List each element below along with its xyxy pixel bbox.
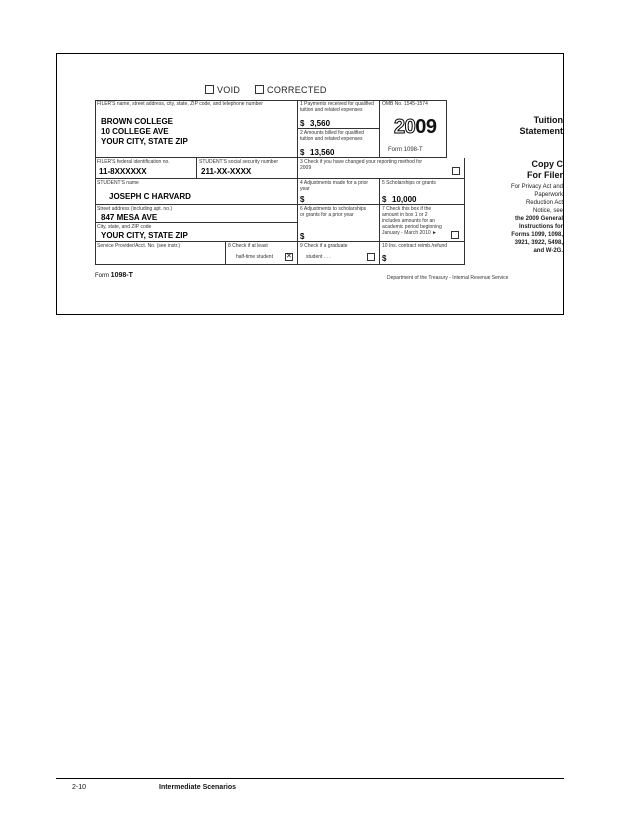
year-solid: 09 <box>415 116 437 138</box>
copy-line1: Copy C <box>531 159 563 169</box>
filer-address: 10 COLLEGE AVE <box>101 127 169 136</box>
privacy-line: Forms 1099, 1098, <box>511 232 563 238</box>
service-provider-block <box>95 242 226 265</box>
void-checkbox[interactable] <box>205 85 214 94</box>
title-line1: Tuition <box>533 115 563 125</box>
filer-tin-block <box>95 158 197 179</box>
student-name[interactable]: JOSEPH C HARVARD <box>109 192 191 201</box>
privacy-line: the 2009 General <box>514 216 563 222</box>
filer-caption: FILER'S name, street address, city, state, ZIP code, and telephone number <box>97 101 263 107</box>
student-ssn-caption: STUDENT'S social security number <box>199 159 279 165</box>
student-ssn[interactable]: 211-XX-XXXX <box>201 167 252 176</box>
copy-label <box>495 159 563 181</box>
box8-checkbox[interactable] <box>285 253 293 261</box>
box8 <box>226 242 298 265</box>
box1-dollar: $ <box>300 119 305 128</box>
year-outline: 20 <box>394 116 416 138</box>
box6-dollar: $ <box>300 232 305 241</box>
street[interactable]: 847 MESA AVE <box>101 213 158 222</box>
bottom-form-label <box>95 272 133 279</box>
box9 <box>298 242 380 265</box>
box8-caption-1: 8 Check if at least <box>228 243 268 249</box>
box1 <box>298 100 380 129</box>
copy-line2: For Filer <box>526 170 563 180</box>
privacy-note <box>467 183 563 255</box>
omb-block <box>380 100 447 158</box>
box10 <box>380 242 464 265</box>
city[interactable]: YOUR CITY, STATE ZIP <box>101 231 188 240</box>
box7-caption: 7 Check this box if the amount in box 1 or 2 includes amounts for an academic period beginning January - March 2010 ► <box>382 206 442 236</box>
box3 <box>298 158 464 179</box>
page-number: 2-10 <box>72 784 87 791</box>
form-number: Form 1098-T <box>388 147 423 153</box>
box1-value[interactable]: 3,560 <box>310 119 331 128</box>
box6 <box>298 205 380 242</box>
box10-dollar: $ <box>382 254 387 263</box>
corrected-label: CORRECTED <box>267 85 327 95</box>
page-footer <box>56 778 564 794</box>
filer-tin-caption: FILER'S federal identification no. <box>97 159 170 165</box>
street-block <box>95 205 298 223</box>
filer-tin[interactable]: 11-8XXXXXX <box>99 167 147 176</box>
box10-caption: 10 Ins. contract reimb./refund <box>382 243 448 249</box>
street-caption: Street address (including apt. no.) <box>97 206 173 212</box>
title-line2: Statement <box>519 126 563 136</box>
bottom-form-prefix: Form <box>95 273 109 279</box>
student-name-caption: STUDENT'S name <box>97 180 139 186</box>
student-ssn-block <box>197 158 298 179</box>
privacy-line: For Privacy Act and <box>510 184 563 190</box>
box4-caption: 4 Adjustments made for a prior year <box>300 180 369 192</box>
tax-year <box>394 116 437 139</box>
filer-city: YOUR CITY, STATE ZIP <box>101 137 188 146</box>
privacy-line: Paperwork <box>534 192 563 198</box>
form-1098t <box>95 100 564 265</box>
privacy-line: Reduction Act <box>525 200 563 206</box>
box4 <box>298 179 380 205</box>
box6-caption: 6 Adjustments to scholarships or grants for a prior year <box>300 206 367 218</box>
privacy-line: Notice, see <box>532 208 563 214</box>
section-title: Intermediate Scenarios <box>159 784 237 791</box>
form-frame <box>56 53 564 315</box>
box8-caption-2: half-time student <box>236 254 273 260</box>
city-caption: City, state, and ZIP code <box>97 224 152 230</box>
void-label: VOID <box>217 85 241 95</box>
box3-caption: 3 Check if you have changed your reporting method for 2009 <box>300 159 423 171</box>
box2-value[interactable]: 13,560 <box>310 148 335 157</box>
box3-checkbox[interactable] <box>452 167 460 175</box>
privacy-line: and W-2G. <box>533 248 563 254</box>
box2 <box>298 129 380 158</box>
box7 <box>380 205 464 242</box>
omb-number: OMB No. 1545-1574 <box>382 101 428 107</box>
box2-dollar: $ <box>300 148 305 157</box>
box9-checkbox[interactable] <box>367 253 375 261</box>
box5-caption: 5 Scholarships or grants <box>382 180 436 186</box>
box5-value[interactable]: 10,000 <box>392 195 417 204</box>
box9-caption-2: student . . . <box>306 254 331 260</box>
box4-dollar: $ <box>300 195 305 204</box>
box9-caption-1: 9 Check if a graduate <box>300 243 348 249</box>
box1-caption: 1 Payments received for qualified tuition and related expenses <box>300 101 374 113</box>
filer-name: BROWN COLLEGE <box>101 117 173 126</box>
void-corrected-row <box>205 85 339 95</box>
filer-block <box>95 100 298 158</box>
corrected-checkbox[interactable] <box>255 85 264 94</box>
privacy-line: 3921, 3922, 5498, <box>514 240 563 246</box>
student-name-block <box>95 179 298 205</box>
form-title <box>495 115 563 137</box>
box2-caption: 2 Amounts billed for qualified tuition and related expenses <box>300 130 364 142</box>
box7-checkbox[interactable] <box>451 231 459 239</box>
box5-dollar: $ <box>382 195 387 204</box>
service-caption: Service Provider/Acct. No. (see instr.) <box>97 243 181 249</box>
box5 <box>380 179 464 205</box>
department-label: Department of the Treasury - Internal Revenue Service <box>387 275 509 281</box>
bottom-form-number: 1098-T <box>110 272 133 279</box>
privacy-line: Instructions for <box>518 224 563 230</box>
city-block <box>95 223 298 242</box>
